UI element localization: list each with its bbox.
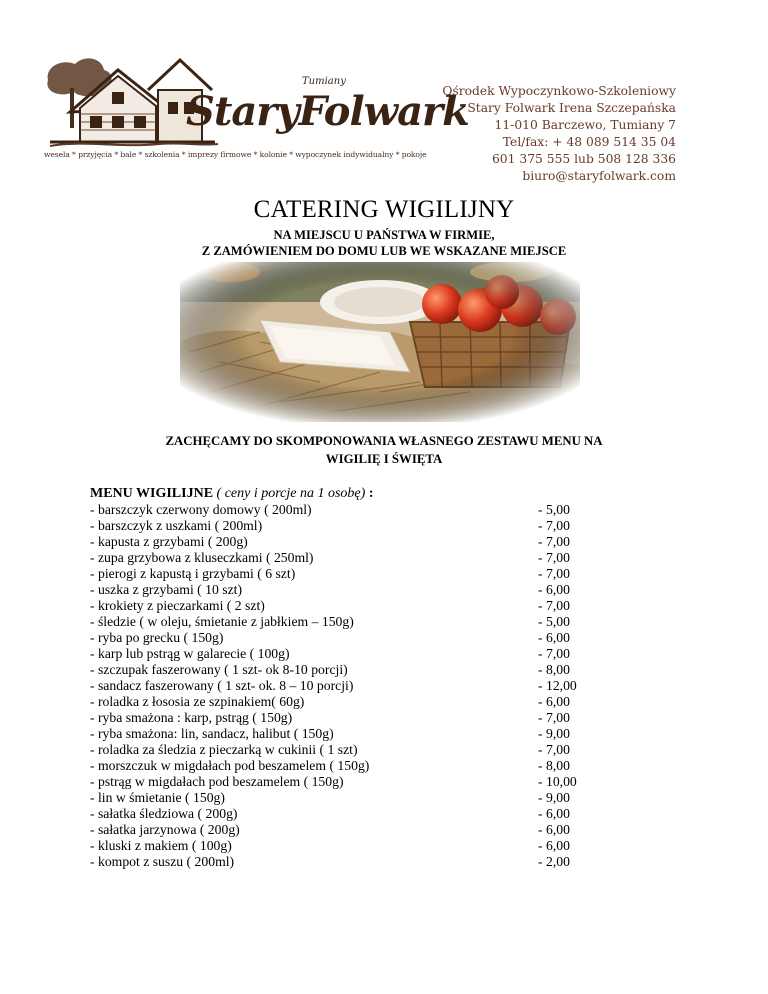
menu-heading bbox=[90, 486, 373, 502]
menu-item-price: - 7,00 bbox=[538, 518, 570, 533]
menu-item-name: - morszczuk w migdałach pod beszamelem ( 150g) bbox=[90, 758, 370, 773]
menu-item-name: - krokiety z pieczarkami ( 2 szt) bbox=[90, 598, 265, 613]
menu-item-price: - 6,00 bbox=[538, 694, 570, 709]
contact-line-phone: Tel/fax: + 48 089 514 35 04 bbox=[502, 135, 676, 149]
menu-item-price: - 7,00 bbox=[538, 646, 570, 661]
menu-list bbox=[90, 502, 600, 870]
menu-item-price: - 6,00 bbox=[538, 806, 570, 821]
menu-item bbox=[90, 614, 600, 630]
menu-item-name: - roladka za śledzia z pieczarką w cukinii ( 1 szt) bbox=[90, 742, 358, 757]
menu-item bbox=[90, 742, 600, 758]
menu-item-name: - ryba smażona : karp, pstrąg ( 150g) bbox=[90, 710, 293, 725]
menu-item-price: - 7,00 bbox=[538, 598, 570, 613]
menu-item-name: - zupa grzybowa z kluseczkami ( 250ml) bbox=[90, 550, 314, 565]
invite-text bbox=[0, 432, 768, 468]
menu-item-price: - 5,00 bbox=[538, 614, 570, 629]
menu-item bbox=[90, 726, 600, 742]
menu-item-name: - pstrąg w migdałach pod beszamelem ( 150g) bbox=[90, 774, 344, 789]
menu-item-name: - lin w śmietanie ( 150g) bbox=[90, 790, 225, 805]
menu-item-name: - kapusta z grzybami ( 200g) bbox=[90, 534, 248, 549]
logo-sub-brand: Tumiany bbox=[302, 76, 346, 87]
menu-item bbox=[90, 774, 600, 790]
christmas-eve-table-photo-icon bbox=[180, 262, 580, 422]
menu-item bbox=[90, 838, 600, 854]
menu-item-name: - karp lub pstrąg w galarecie ( 100g) bbox=[90, 646, 290, 661]
menu-item-price: - 2,00 bbox=[538, 854, 570, 869]
menu-item bbox=[90, 598, 600, 614]
menu-item bbox=[90, 646, 600, 662]
menu-item-price: - 10,00 bbox=[538, 774, 577, 789]
menu-item bbox=[90, 582, 600, 598]
contact-line-email: biuro@staryfolwark.com bbox=[522, 169, 676, 183]
contact-line-mobile: 601 375 555 lub 508 128 336 bbox=[491, 152, 676, 166]
menu-item-price: - 7,00 bbox=[538, 710, 570, 725]
subtitle-line-1: NA MIEJSCU U PAŃSTWA W FIRMIE, bbox=[273, 228, 495, 242]
menu-item-price: - 7,00 bbox=[538, 566, 570, 581]
menu-item bbox=[90, 566, 600, 582]
menu-item bbox=[90, 806, 600, 822]
page-subtitle bbox=[0, 227, 768, 259]
menu-item-name: - śledzie ( w oleju, śmietanie z jabłkiem – 150g) bbox=[90, 614, 354, 629]
menu-item-name: - ryba smażona: lin, sandacz, halibut ( 150g) bbox=[90, 726, 334, 741]
menu-item-price: - 5,00 bbox=[538, 502, 570, 517]
menu-item-name: - kluski z makiem ( 100g) bbox=[90, 838, 232, 853]
menu-item-price: - 7,00 bbox=[538, 550, 570, 565]
menu-item-name: - barszczyk czerwony domowy ( 200ml) bbox=[90, 502, 312, 517]
contact-block bbox=[442, 83, 676, 185]
logo-brand: StaryFolwark bbox=[186, 88, 469, 135]
menu-item-name: - barszczyk z uszkami ( 200ml) bbox=[90, 518, 263, 533]
menu-item-price: - 7,00 bbox=[538, 534, 570, 549]
menu-item-price: - 8,00 bbox=[538, 758, 570, 773]
menu-heading-note: ( ceny i porcje na 1 osobę) bbox=[216, 486, 366, 501]
menu-item-name: - sałatka jarzynowa ( 200g) bbox=[90, 822, 240, 837]
menu-item bbox=[90, 822, 600, 838]
subtitle-line-2: Z ZAMÓWIENIEM DO DOMU LUB WE WSKAZANE MIEJSCE bbox=[201, 244, 567, 258]
menu-item-price: - 7,00 bbox=[538, 742, 570, 757]
menu-item bbox=[90, 534, 600, 550]
menu-item-name: - ryba po grecku ( 150g) bbox=[90, 630, 224, 645]
menu-heading-title: MENU WIGILIJNE bbox=[90, 486, 214, 501]
invite-line-1: ZACHĘCAMY DO SKOMPONOWANIA WŁASNEGO ZESTAWU MENU NA bbox=[165, 434, 603, 448]
menu-item bbox=[90, 662, 600, 678]
menu-item-name: - uszka z grzybami ( 10 szt) bbox=[90, 582, 243, 597]
menu-item-name: - roladka z łososia ze szpinakiem( 60g) bbox=[90, 694, 305, 709]
menu-item-name: - kompot z suszu ( 200ml) bbox=[90, 854, 235, 869]
contact-line-owner: Stary Folwark Irena Szczepańska bbox=[467, 101, 676, 115]
menu-item bbox=[90, 758, 600, 774]
menu-item-name: - sandacz faszerowany ( 1 szt- ok. 8 – 10 porcji) bbox=[90, 678, 354, 693]
menu-item bbox=[90, 502, 600, 518]
menu-item-name: - szczupak faszerowany ( 1 szt- ok 8-10 porcji) bbox=[90, 662, 348, 677]
contact-line-address: 11-010 Barczewo, Tumiany 7 bbox=[494, 118, 676, 132]
menu-item-price: - 8,00 bbox=[538, 662, 570, 677]
menu-item-price: - 9,00 bbox=[538, 726, 570, 741]
logo-tagline: wesela * przyjęcia * bale * szkolenia * imprezy firmowe * kolonie * wypoczynek indywidualny * pokoje bbox=[44, 150, 427, 159]
menu-item bbox=[90, 550, 600, 566]
menu-item-price: - 6,00 bbox=[538, 582, 570, 597]
christmas-table-photo bbox=[180, 262, 580, 422]
menu-item bbox=[90, 790, 600, 806]
page-title: CATERING WIGILIJNY bbox=[253, 196, 515, 223]
menu-item-price: - 6,00 bbox=[538, 630, 570, 645]
menu-item bbox=[90, 694, 600, 710]
menu-item-name: - pierogi z kapustą i grzybami ( 6 szt) bbox=[90, 566, 296, 581]
menu-heading-colon: : bbox=[365, 486, 374, 501]
menu-item bbox=[90, 678, 600, 694]
menu-item-name: - sałatka śledziowa ( 200g) bbox=[90, 806, 238, 821]
menu-item-price: - 12,00 bbox=[538, 678, 577, 693]
invite-line-2: WIGILIĘ I ŚWIĘTA bbox=[325, 452, 443, 466]
contact-line-name: Ośrodek Wypoczynkowo-Szkoleniowy bbox=[442, 84, 676, 98]
menu-item bbox=[90, 630, 600, 646]
menu-item-price: - 6,00 bbox=[538, 822, 570, 837]
menu-item bbox=[90, 518, 600, 534]
menu-item bbox=[90, 854, 600, 870]
menu-item bbox=[90, 710, 600, 726]
menu-item-price: - 6,00 bbox=[538, 838, 570, 853]
menu-item-price: - 9,00 bbox=[538, 790, 570, 805]
